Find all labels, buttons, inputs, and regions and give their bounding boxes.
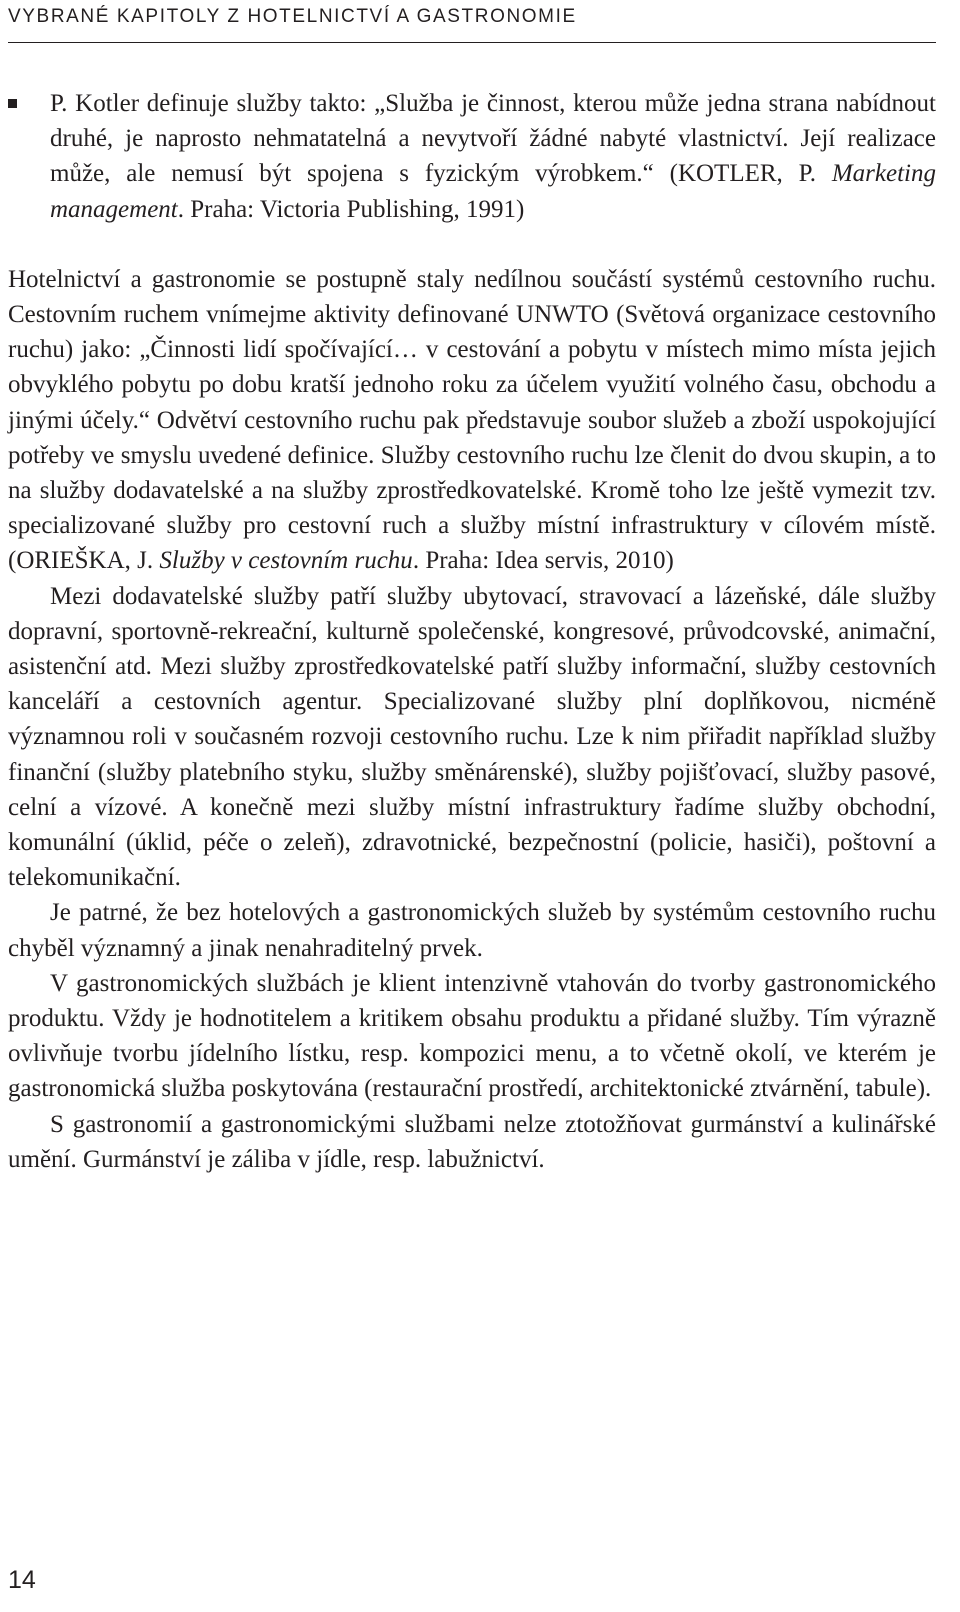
bullet-text-start: P. Kotler definuje služby takto: „Služba je činnost, kterou může jedna strana nabídnout druhé, je naprosto nehmatatelná a nevytvoří žádné nabyté vlastnictví. Její realizace může, ale nemusí být spojena s fyzickým výrobkem.“ (KOTLER, P.: [50, 90, 936, 188]
paragraph-services: Mezi dodavatelské služby patří služby ubytovací, stravovací a lázeňské, dále služby dopravní, sportovně-rekreační, kulturně společenské, kongresové, průvodcovské, animační, asistenční atd. Mezi služby zprostředkovatelské patří služby informační, služby cestovních kanceláří a cestovních agentur. Specializované služby plní doplňkovou, nicméně významnou roli v současném rozvoji cestovního ruchu. Lze k nim přiřadit například služby finanční (služby platebního styku, služby směnárenské), služby pojišťovací, služby pasové, celní a vízové. A konečně mezi služby místní infrastruktury řadíme služby obchodní, komunální (úklid, péče o zeleň), zdravotnické, bezpečnostní (policie, hasiči), poštovní a telekomunikační.: [8, 582, 936, 892]
paragraph-client: V gastronomických službách je klient intenzivně vtahován do tvorby gastronomického produktu. Vždy je hodnotitelem a kritikem obsahu produktu a přidané služby. Tím výrazně ovlivňuje tvorbu jídelního lístku, resp. kompozici menu, a to včetně okolí, ve kterém je gastronomická služba poskytována (restaurační prostředí, architektonické ztvárnění, tabule).: [8, 969, 936, 1103]
book-title: Služby v cestovním ruchu: [159, 547, 413, 575]
paragraph-tourism-definition: [8, 262, 936, 579]
paragraph-gap: [8, 227, 936, 262]
book-title: Marketing management: [50, 160, 936, 223]
bullet-text-end: . Praha: Victoria Publishing, 1991): [177, 195, 525, 223]
paragraph-text-end: . Praha: Idea servis, 2010): [412, 547, 674, 575]
paragraph-gourmet: S gastronomií a gastronomickými službami nelze ztotožňovat gurmánství a kulinářské umění. Gurmánství je záliba v jídle, resp. labužnictví.: [8, 1110, 936, 1173]
running-head: VYBRANÉ KAPITOLY Z HOTELNICTVÍ A GASTRONOMIE: [8, 6, 577, 27]
paragraph-conclusion: Je patrné, že bez hotelových a gastronomických služeb by systémům cestovního ruchu chyběl významný a jinak nenahraditelný prvek.: [8, 899, 936, 962]
paragraph-text-start: Hotelnictví a gastronomie se postupně staly nedílnou součástí systémů cestovního ruchu. Cestovním ruchem vnímejme aktivity definované UNWTO (Světová organizace cestovního ruchu) jako: „Činnosti lidí spočívající… v cestování a pobytu v místech mimo místa jejich obvyklého pobytu po dobu kratší jednoho roku za účelem využití volného času, obchodu a jinými účely.“ Odvětví cestovního ruchu pak představuje soubor služeb a zboží uspokojující potřeby ve smyslu uvedené definice. Služby cestovního ruchu lze členit do dvou skupin, a to na služby dodavatelské a na služby zprostředkovatelské. Kromě toho lze ještě vymezit tzv. specializované služby pro cestovní ruch a služby místní infrastruktury v cílovém místě. (ORIEŠKA, J.: [8, 265, 936, 575]
header-rule: [8, 42, 936, 43]
body-text: [8, 86, 936, 1177]
bullet-paragraph: [8, 86, 936, 227]
page-number: 14: [8, 1566, 36, 1594]
square-bullet-icon: [8, 99, 17, 108]
